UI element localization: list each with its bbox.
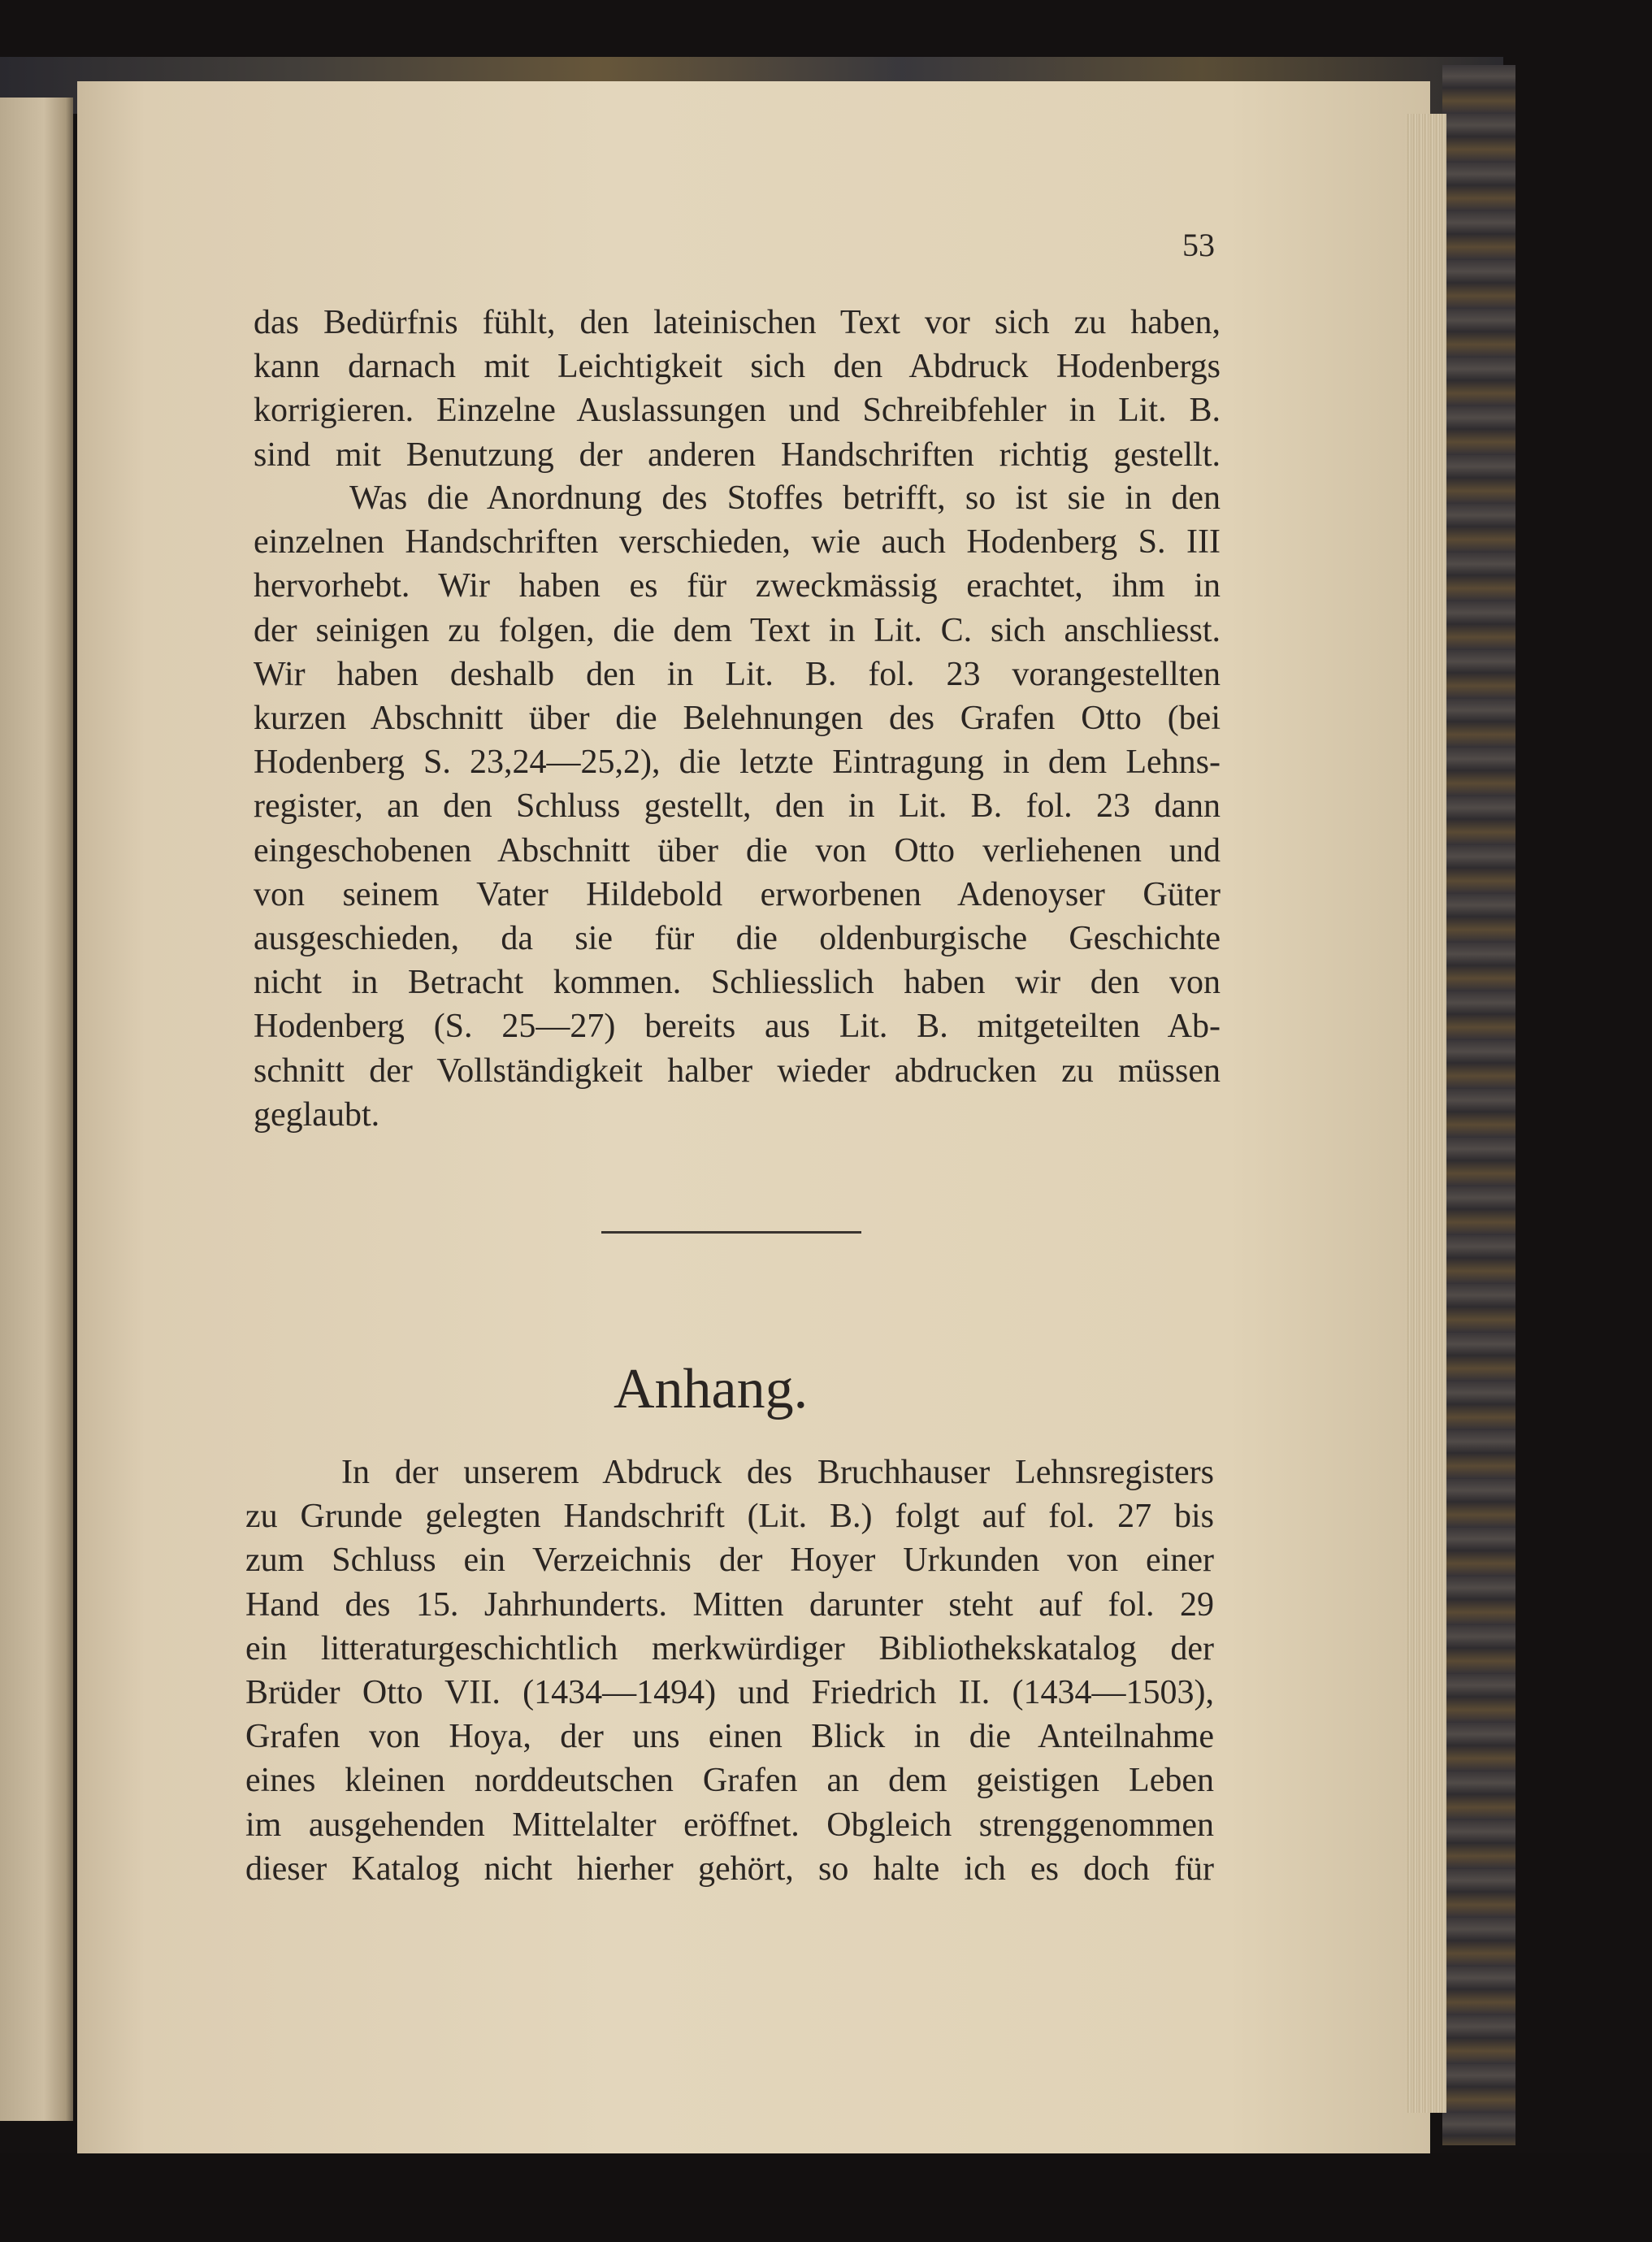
section-heading: Anhang. bbox=[614, 1358, 809, 1420]
text-line: kurzen Abschnitt über die Belehnungen des Grafen Otto (bei bbox=[254, 700, 1221, 738]
text-line: nicht in Betracht kommen. Schliesslich haben wir den von bbox=[254, 964, 1221, 1002]
text-line: In der unserem Abdruck des Bruchhauser Lehnsregisters bbox=[341, 1454, 1214, 1491]
text-line: sind mit Benutzung der anderen Handschriften richtig gestellt. bbox=[254, 436, 1221, 474]
text-line: korrigieren. Einzelne Auslassungen und Schreibfehler in Lit. B. bbox=[254, 392, 1221, 430]
text-line: der seinigen zu folgen, die dem Text in Lit. C. sich anschliesst. bbox=[254, 611, 1221, 649]
text-line: Hodenberg (S. 25—27) bereits aus Lit. B. mitgeteilten Ab- bbox=[254, 1008, 1221, 1046]
text-line: Wir haben deshalb den in Lit. B. fol. 23 vorangestellten bbox=[254, 655, 1221, 693]
paragraph-1 bbox=[254, 301, 1221, 477]
text-line: das Bedürfnis fühlt, den lateinischen Text vor sich zu haben, bbox=[254, 304, 1221, 341]
text-line: im ausgehenden Mittelalter eröffnet. Obgleich strenggenommen bbox=[245, 1806, 1214, 1844]
text-line: register, an den Schluss gestellt, den in Lit. B. fol. 23 dann bbox=[254, 787, 1221, 826]
text-line: Grafen von Hoya, der uns einen Blick in die Anteilnahme bbox=[245, 1718, 1214, 1756]
text-line: Hodenberg S. 23,24—25,2), die letzte Eintragung in dem Lehns- bbox=[254, 744, 1221, 782]
text-line: Hand des 15. Jahrhunderts. Mitten darunter steht auf fol. 29 bbox=[245, 1585, 1214, 1624]
paragraph-3 bbox=[245, 1451, 1214, 1891]
text-line: kann darnach mit Leichtigkeit sich den Abdruck Hodenbergs bbox=[254, 348, 1221, 386]
text-line: hervorhebt. Wir haben es für zweckmässig erachtet, ihm in bbox=[254, 567, 1221, 605]
left-page-edge bbox=[0, 98, 73, 2121]
page-stack-edges bbox=[1406, 114, 1446, 2113]
text-line: zu Grunde gelegten Handschrift (Lit. B.) folgt auf fol. 27 bis bbox=[245, 1498, 1214, 1536]
text-line: dieser Katalog nicht hierher gehört, so halte ich es doch für bbox=[245, 1850, 1214, 1888]
text-line: eingeschobenen Abschnitt über die von Otto verliehenen und bbox=[254, 831, 1221, 869]
page-number: 53 bbox=[1182, 227, 1215, 263]
text-line: Was die Anordnung des Stoffes betrifft, so ist sie in den bbox=[349, 479, 1221, 517]
text-line: von seinem Vater Hildebold erworbenen Adenoyser Güter bbox=[254, 875, 1221, 913]
section-divider bbox=[601, 1231, 861, 1234]
paragraph-2 bbox=[254, 476, 1221, 1137]
text-line: geglaubt. bbox=[254, 1095, 380, 1134]
text-line: eines kleinen norddeutschen Grafen an dem geistigen Leben bbox=[245, 1762, 1214, 1800]
text-line: einzelnen Handschriften verschieden, wie auch Hodenberg S. III bbox=[254, 523, 1221, 562]
text-line: Brüder Otto VII. (1434—1494) und Friedrich II. (1434—1503), bbox=[245, 1674, 1214, 1712]
text-line: schnitt der Vollständigkeit halber wieder abdrucken zu müssen bbox=[254, 1052, 1221, 1090]
bottom-shadow bbox=[0, 2153, 1652, 2242]
cover-edge-right bbox=[1442, 65, 1515, 2145]
text-line: zum Schluss ein Verzeichnis der Hoyer Urkunden von einer bbox=[245, 1542, 1214, 1580]
text-line: ausgeschieden, da sie für die oldenburgische Geschichte bbox=[254, 920, 1221, 958]
text-line: ein litteraturgeschichtlich merkwürdiger Bibliothekskatalog der bbox=[245, 1629, 1214, 1667]
